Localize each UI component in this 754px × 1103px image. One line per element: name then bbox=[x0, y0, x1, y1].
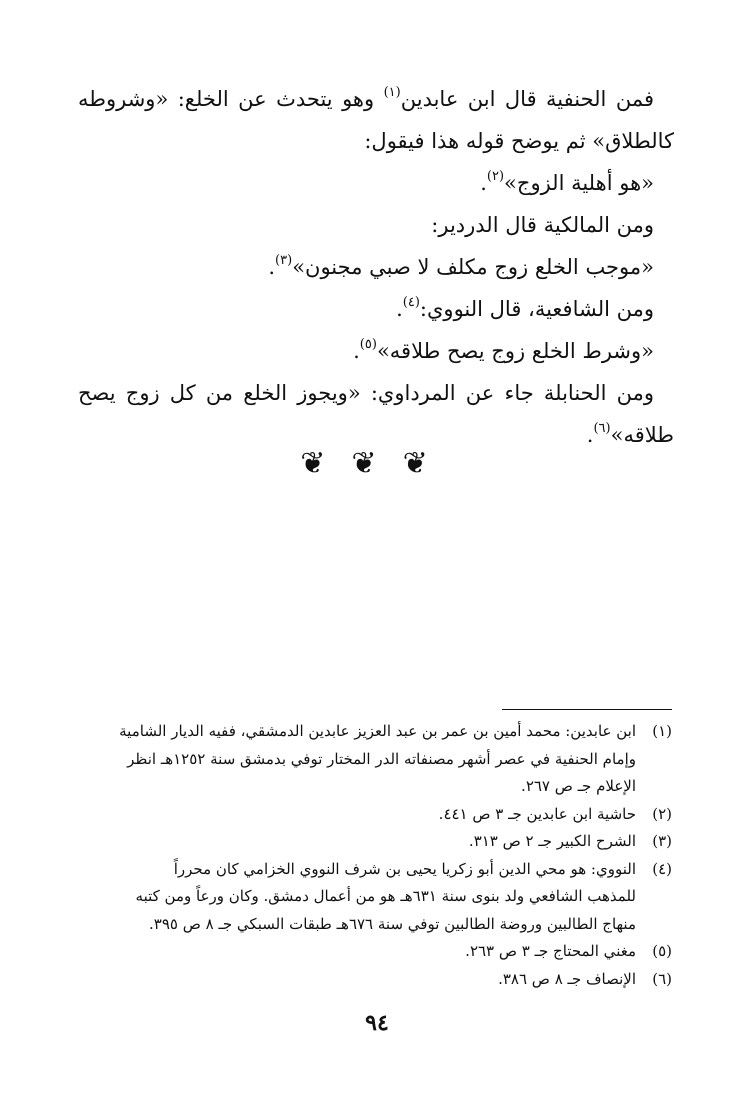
text-line: «موجب الخلع زوج مكلف لا صبي مجنون»$^{(٣)}$. bbox=[268, 253, 654, 279]
footnote bbox=[70, 801, 672, 829]
footnote-number: (١) bbox=[652, 722, 672, 740]
fleuron-icon: ❦ bbox=[402, 446, 454, 481]
text-line: «وشرط الخلع زوج يصح طلاقه»$^{(٥)}$. bbox=[353, 337, 654, 363]
footnote bbox=[70, 828, 672, 856]
footnote-number: (٦) bbox=[652, 969, 672, 988]
footnote-number: (٥) bbox=[652, 942, 672, 960]
main-text bbox=[78, 78, 674, 456]
text-line: ومن المالكية قال الدردير: bbox=[431, 213, 654, 237]
footnote bbox=[70, 718, 672, 801]
text-line: فمن الحنفية قال ابن عابدين$^{(١)}$ وهو يتحدث عن الخلع: «وشروطه bbox=[78, 85, 654, 111]
footnote bbox=[70, 938, 672, 966]
footnote-reference[interactable]: (٢) bbox=[486, 169, 505, 184]
footnote bbox=[70, 856, 672, 939]
text-line: «هو أهلية الزوج»$^{(٢)}$. bbox=[480, 169, 654, 195]
footnote-text: ابن عابدين: محمد أمين بن عمر بن عبد العزيز عابدين الدمشقي، ففيه الديار الشامية وإمام الحنفية في عصر أشهر مصنفاته الدر المختار توفي بدمشق سنة ١٢٥٢هـ انظر الإعلام جـ ص ٢٦٧. bbox=[119, 722, 636, 795]
footnote-text: النووي: هو محي الدين أبو زكريا يحيى بن شرف النووي الخزامي كان محرراً للمذهب الشافعي ولد بنوى سنة ٦٣١هـ هو من أعمال دمشق. وكان ورعاً ومن كتبه منهاج الطالبين وروضة الطالبين توفي سنة ٦٧٦هـ طبقات السبكي جـ ٨ ص ٣٩٥. bbox=[135, 859, 636, 933]
footnote-number: (٣) bbox=[652, 832, 672, 850]
text-line: طلاقه»$^{(٦)}$. bbox=[586, 421, 674, 447]
footnote-text: حاشية ابن عابدين جـ ٣ ص ٤٤١. bbox=[438, 804, 636, 823]
footnote-text: الشرح الكبير جـ ٢ ص ٣١٣. bbox=[468, 832, 636, 850]
page-number: ٩٤ bbox=[365, 1010, 389, 1036]
footnote-text: مغني المحتاج جـ ٣ ص ٢٦٣. bbox=[465, 942, 636, 960]
fleuron-icon: ❦ bbox=[351, 446, 403, 481]
footnote-reference[interactable]: (٥) bbox=[359, 337, 377, 352]
footnote-reference[interactable]: (٦) bbox=[593, 421, 611, 436]
footnote-separator bbox=[502, 709, 672, 710]
footnote-number: (٤) bbox=[652, 859, 672, 878]
text-line: ومن الشافعية، قال النووي:$^{(٤)}$. bbox=[396, 295, 654, 321]
footnote-number: (٢) bbox=[652, 804, 672, 823]
text-line: كالطلاق» ثم يوضح قوله هذا فيقول: bbox=[364, 129, 674, 153]
text-line: ومن الحنابلة جاء عن المرداوي: «ويجوز الخلع من كل زوج يصح bbox=[78, 381, 654, 405]
footnote bbox=[70, 966, 672, 994]
footnote-text: الإنصاف جـ ٨ ص ٣٨٦. bbox=[498, 969, 636, 988]
footnotes bbox=[70, 718, 672, 993]
footnote-reference[interactable]: (٤) bbox=[402, 295, 420, 310]
footnote-reference[interactable]: (١) bbox=[383, 85, 401, 100]
section-ornament bbox=[0, 446, 754, 481]
footnote-reference[interactable]: (٣) bbox=[275, 253, 293, 268]
fleuron-icon: ❦ bbox=[300, 446, 352, 481]
